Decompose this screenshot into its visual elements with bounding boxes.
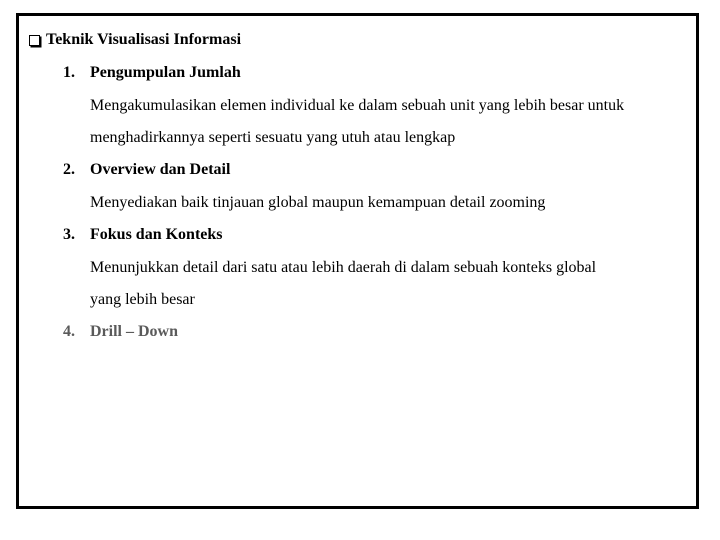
list-item-1-number: 1. [63,64,75,81]
list-item-3-label: Fokus dan Konteks [90,226,223,243]
list-item-4-label: Drill – Down [90,323,178,340]
list-item-4-title [63,322,178,342]
list-item-1-title [63,63,241,83]
list-item-3-number: 3. [63,226,75,243]
list-item-1-desc-line-1: Mengakumulasikan elemen individual ke dalam sebuah unit yang lebih besar untuk [90,97,625,114]
list-item-1-label: Pengumpulan Jumlah [90,64,241,81]
slide-frame [16,13,699,509]
list-item-2-title [63,160,230,180]
list-item-3-desc-line-2: yang lebih besar [90,291,195,308]
list-item-2-desc-line-1: Menyediakan baik tinjauan global maupun kemampuan detail zooming [90,194,546,211]
list-item-3-title [63,225,223,245]
list-item-2-label: Overview dan Detail [90,161,231,178]
section-heading [29,30,241,50]
heading-text: Teknik Visualisasi Informasi [46,31,242,48]
list-item-4-number: 4. [63,323,75,340]
list-item-1-desc-line-2: menghadirkannya seperti sesuatu yang utuh atau lengkap [90,129,456,146]
list-item-3-desc-line-1: Menunjukkan detail dari satu atau lebih daerah di dalam sebuah konteks global [90,259,597,276]
checkbox-bullet-icon [29,35,40,46]
list-item-2-number: 2. [63,161,75,178]
